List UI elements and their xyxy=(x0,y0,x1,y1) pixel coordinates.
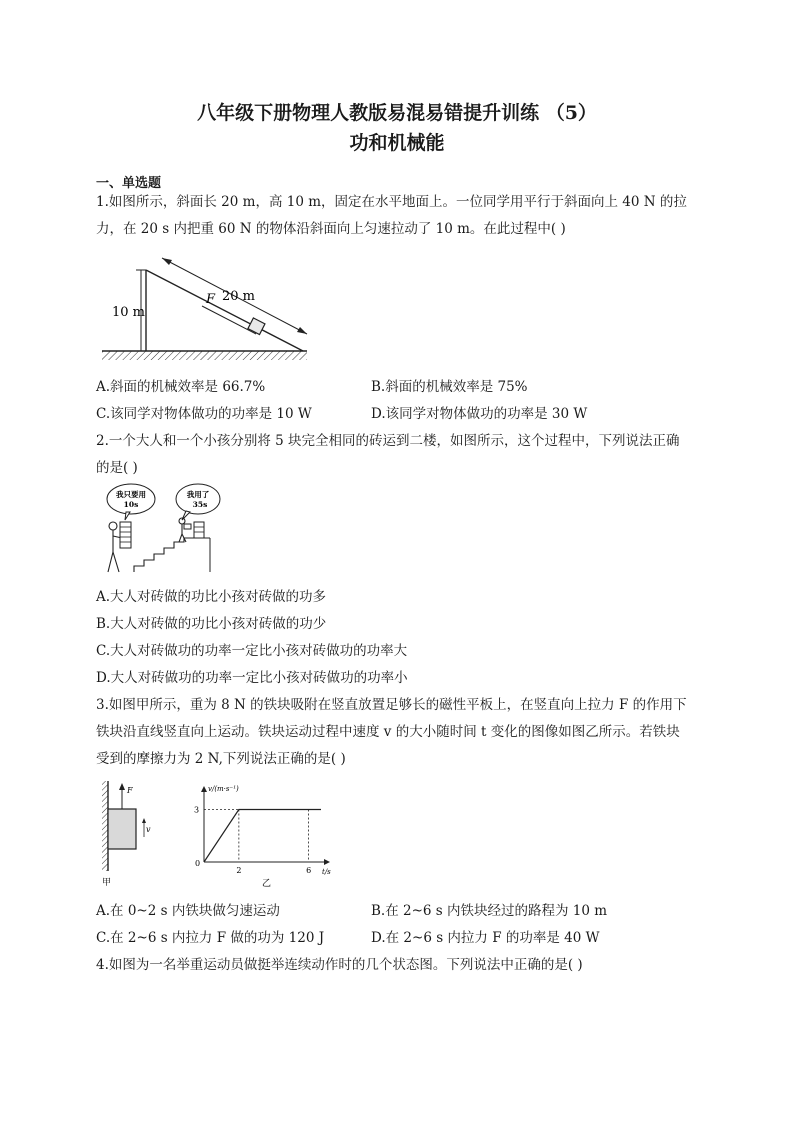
series-line xyxy=(204,810,321,863)
force-label: F xyxy=(127,786,133,795)
child-bubble-text-1: 我用了 xyxy=(186,490,210,499)
stacked-bricks xyxy=(194,522,204,538)
q1-option-a[interactable]: A.斜面的机械效率是 66.7% xyxy=(96,379,266,395)
q3-option-b[interactable]: B.在 2~6 s 内铁块经过的路程为 10 m xyxy=(371,903,608,919)
y-axis-label: v/(m·s⁻¹) xyxy=(208,785,239,793)
adult-speech-bubble xyxy=(107,484,155,514)
doc-subtitle: 功和机械能 xyxy=(349,132,445,154)
q3-figure-jia xyxy=(98,777,158,889)
q3-option-c[interactable]: C.在 2~6 s 内拉力 F 做的功为 120 J xyxy=(96,930,325,946)
q2-option-a[interactable]: A.大人对砖做的功比小孩对砖做的功多 xyxy=(96,589,327,605)
adult-bricks xyxy=(120,522,131,548)
child-bubble-text-2: 35s xyxy=(192,500,208,509)
q2-text-line1: 2.一个大人和一个小孩分别将 5 块完全相同的砖运到二楼，如图所示，这个过程中，下列说法正确 xyxy=(96,433,680,449)
height-label: 10 m xyxy=(112,305,146,320)
magnetic-plate-hatch xyxy=(102,781,108,871)
force-arrow xyxy=(202,306,256,334)
child-speech-bubble xyxy=(176,484,220,514)
q3-option-d[interactable]: D.在 2~6 s 内拉力 F 的功率是 40 W xyxy=(371,930,600,946)
velocity-time-chart xyxy=(186,780,336,890)
q1-option-b[interactable]: B.斜面的机械效率是 75% xyxy=(371,379,528,395)
figure-label-jia: 甲 xyxy=(102,878,112,888)
q3-text-line1: 3.如图甲所示，重为 8 N 的铁块吸附在竖直放置足够长的磁性平板上，在竖直向上拉力 F 的作用下 xyxy=(96,697,687,713)
figure-label-yi: 乙 xyxy=(262,879,272,889)
q2-option-c[interactable]: C.大人对砖做功的功率一定比小孩对砖做功的功率大 xyxy=(96,643,408,659)
q4-text-line1: 4.如图为一名举重运动员做挺举连续动作时的几个状态图。下列说法中正确的是( ) xyxy=(96,957,583,973)
adult-bubble-text-2: 10s xyxy=(123,500,139,509)
x-tick-label: 6 xyxy=(306,866,312,875)
section-heading: 一、单选题 xyxy=(96,176,162,191)
q3-option-a[interactable]: A.在 0~2 s 内铁块做匀速运动 xyxy=(96,903,280,919)
q3-text-line2: 铁块沿直线竖直向上运动。铁块运动过程中速度 v 的大小随时间 t 变化的图像如图乙所示。若铁块 xyxy=(96,724,680,740)
iron-block xyxy=(108,809,136,849)
adult-bubble-text-1: 我只要用 xyxy=(116,490,146,499)
q3-text-line3: 受到的摩擦力为 2 N,下列说法正确的是( ) xyxy=(96,751,346,767)
stairs xyxy=(134,538,210,572)
q2-option-b[interactable]: B.大人对砖做的功比小孩对砖做的功少 xyxy=(96,616,327,632)
x-tick-label: 2 xyxy=(236,866,242,875)
q2-stairs-figure xyxy=(100,482,240,574)
q2-option-d[interactable]: D.大人对砖做功的功率一定比小孩对砖做功的功率小 xyxy=(96,670,408,686)
q1-option-d[interactable]: D.该同学对物体做功的功率是 30 W xyxy=(371,406,588,422)
q1-text-line1: 1.如图所示，斜面长 20 m，高 10 m，固定在水平地面上。一位同学用平行于斜面向上 40 N 的拉 xyxy=(96,194,687,210)
q2-text-line2: 的是( ) xyxy=(96,460,138,476)
child-brick xyxy=(184,524,191,529)
q1-incline-figure xyxy=(98,250,313,365)
tick-label-origin: 0 xyxy=(195,859,201,868)
y-axis-arrow xyxy=(201,786,207,792)
q1-option-c[interactable]: C.该同学对物体做功的功率是 10 W xyxy=(96,406,312,422)
block xyxy=(248,318,265,335)
force-label: F xyxy=(206,292,216,307)
doc-title: 八年级下册物理人教版易混易错提升训练 （5） xyxy=(197,102,597,124)
y-tick-label: 3 xyxy=(194,805,200,815)
incline-slope xyxy=(146,270,303,351)
x-axis-label: t/s xyxy=(322,868,331,876)
q1-text-line2: 力，在 20 s 内把重 60 N 的物体沿斜面向上匀速拉动了 10 m。在此过程中( ) xyxy=(96,221,566,237)
x-axis-arrow xyxy=(324,859,330,865)
velocity-label: v xyxy=(146,825,151,834)
length-label: 20 m xyxy=(222,289,256,304)
ground-hatch xyxy=(102,351,307,360)
